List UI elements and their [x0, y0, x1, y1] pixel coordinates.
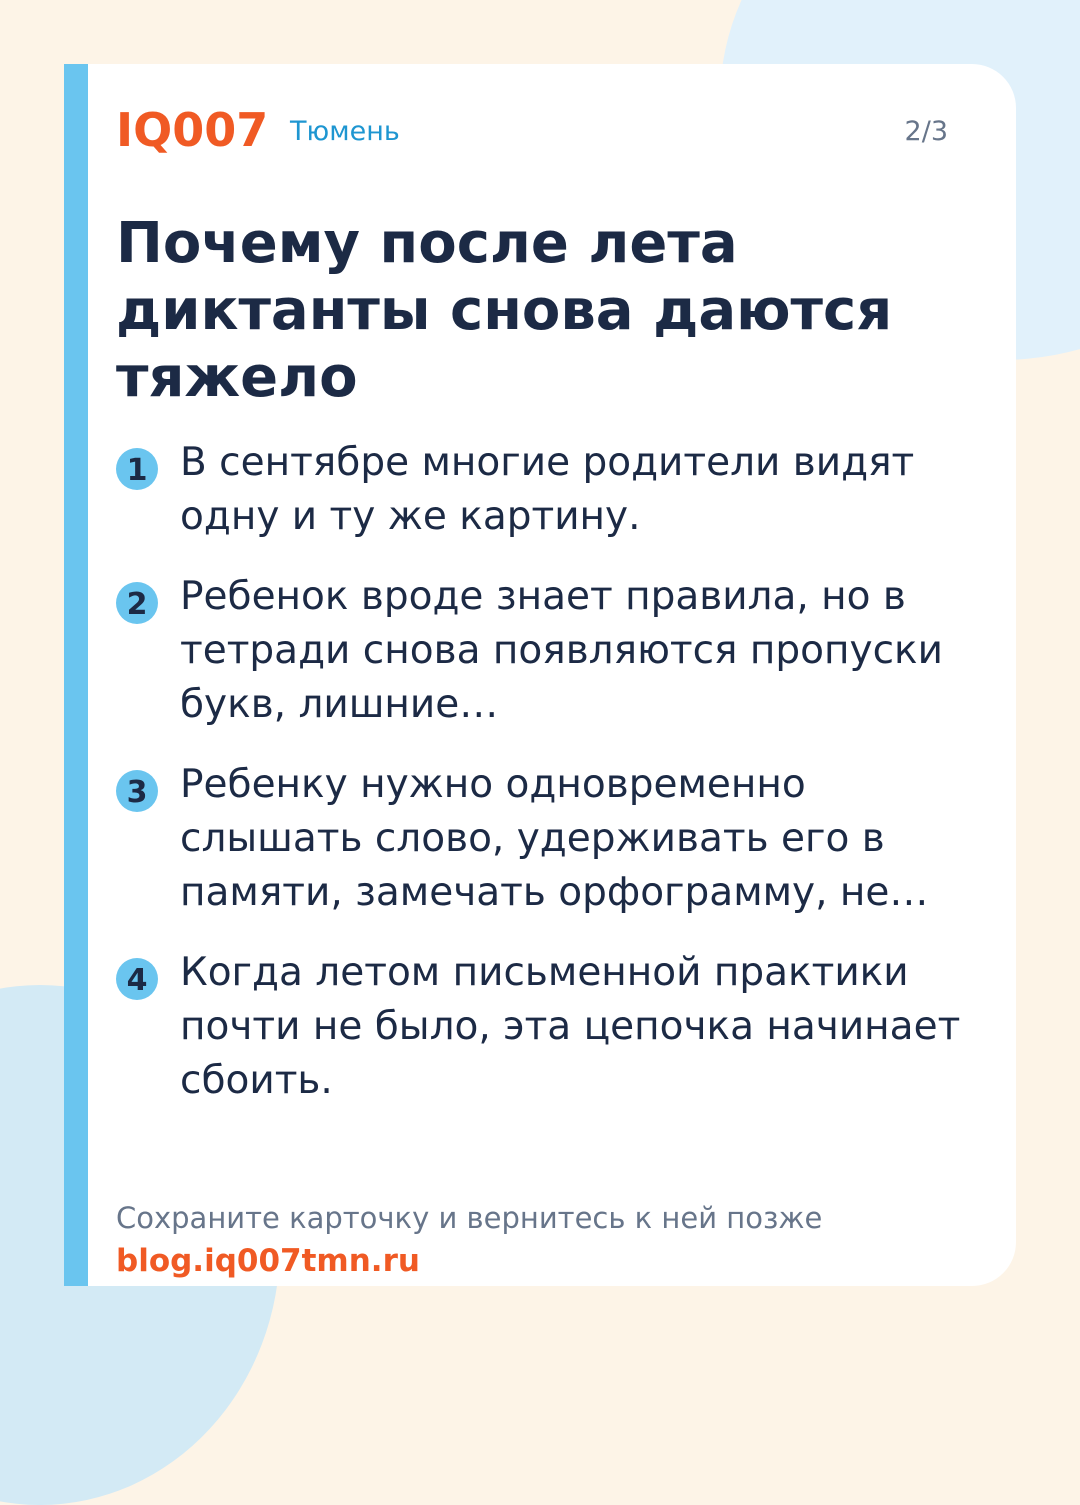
- page-indicator: 2/3: [904, 116, 948, 147]
- item-number-badge: 2: [116, 582, 158, 624]
- city-label: Тюмень: [290, 116, 400, 147]
- item-text: В сентябре многие родители видят одну и ту же картину.: [180, 440, 915, 539]
- item-number-badge: 3: [116, 770, 158, 812]
- item-text: Ребенку нужно одновременно слышать слово, удерживать его в памяти, замечать орфограмму, не…: [180, 762, 929, 915]
- card-accent-stripe: [64, 64, 88, 1286]
- item-text: Ребенок вроде знает правила, но в тетради снова появляются пропуски букв, лишние…: [180, 574, 943, 727]
- item-text: Когда летом письменной практики почти не было, эта цепочка начинает сбоить.: [180, 950, 961, 1103]
- card-title: Почему после лета диктанты снова даются тяжело: [116, 211, 893, 410]
- item-number-badge: 4: [116, 958, 158, 1000]
- brand-logo: IQ007: [116, 103, 269, 157]
- item-number-badge: 1: [116, 448, 158, 490]
- content-card: [64, 64, 1016, 1286]
- save-card-hint: Сохраните карточку и вернитесь к ней позже: [116, 1201, 823, 1235]
- blog-link[interactable]: blog.iq007tmn.ru: [116, 1243, 420, 1279]
